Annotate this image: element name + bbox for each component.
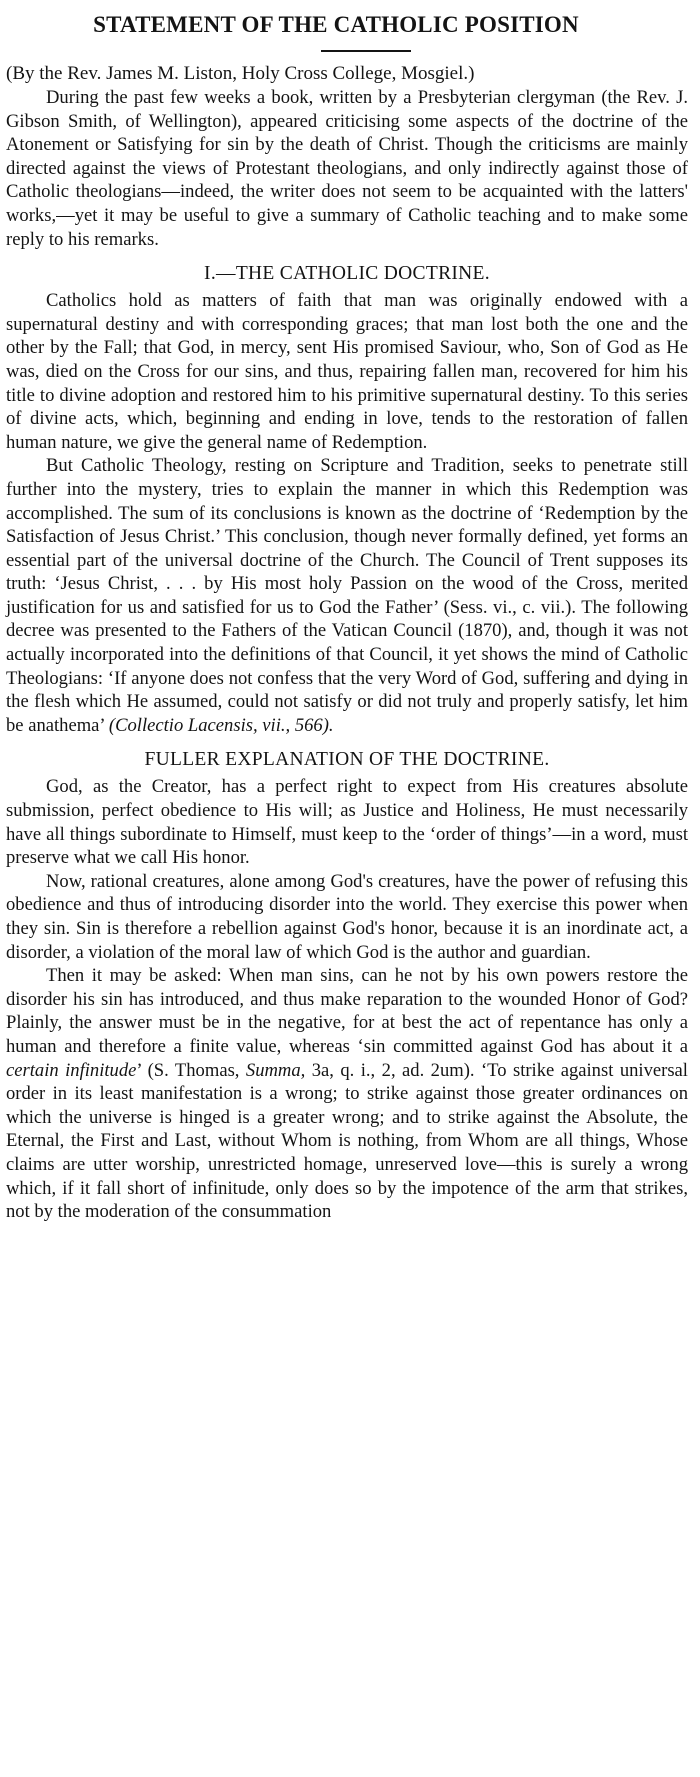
doctrine-paragraph-2-text: But Catholic Theology, resting on Scripture and Tradition, seeks to penetrate still further into the mystery, tries to explain the manner in which this Redemption was accomplished. The sum of its conclusions is known as the doctrine of ‘Redemption by the Satisfaction of Jesus Christ.’ This conclusion, though never formally defined, yet forms an essential part of the universal doctrine of the Church. The Council of Trent supposes its truth: ‘Jesus Christ, . . . by His most holy Passion on the wood of the Cross, merited justification for us and satisfied for us to God the Father’ (Sess. vi., c. vii.). The following decree was presented to the Fathers of the Vatican Council (1870), and, though it was not actually incorporated into the definitions of that Council, it yet shows the mind of Catholic Theologians: ‘If anyone does not confess that the very Word of God, suffering and dying in the flesh which He assumed, could not satisfy or did not truly and properly satisfy, let him be anathema’ — [6, 455, 688, 736]
section-heading-catholic-doctrine: I.—THE CATHOLIC DOCTRINE. — [204, 263, 490, 285]
section-heading-fuller-explanation: FULLER EXPLANATION OF THE DOCTRINE. — [144, 749, 550, 771]
title-rule — [321, 50, 411, 52]
collectio-citation: (Collectio Lacensis, vii., 566). — [108, 714, 334, 736]
intro-paragraph: During the past few weeks a book, written by a Presbyterian clergyman (the Rev. J. Gibson Smith, of Wellington), appeared criticising some aspects of the doctrine of the Atonement or Satisfying for sin by the death of Christ. Though the criticisms are mainly directed against the views of Protestant theologians, and only indirectly against those of Catholic theologians—indeed, the writer does not seem to be acquainted with the latters' works,—yet it may be useful to give a summary of Catholic teaching and to make some reply to his remarks. — [6, 87, 688, 250]
article-body — [6, 62, 688, 1224]
certain-infinitude-phrase: certain infinitude — [6, 1059, 137, 1081]
explanation-paragraph-2: Now, rational creatures, alone among God's creatures, have the power of refusing this obedience and thus of introducing disorder into the world. They exercise this power when they sin. Sin is therefore a rebellion against God's honor, because it is an inordinate act, a disorder, a violation of the moral law of which God is the author and guardian. — [6, 870, 688, 963]
doctrine-paragraph-2 — [6, 454, 688, 737]
doctrine-paragraph-1: Catholics hold as matters of faith that man was originally endowed with a supernatural destiny and with corresponding graces; that man lost both the one and the other by the Fall; that God, in mercy, sent His promised Saviour, who, Son of God as He was, died on the Cross for our sins, and thus, repairing fallen man, recovered for him his title to divine adoption and restored him to his primitive supernatural destiny. To this series of divine acts, which, beginning and ending in love, tends to the restoration of fallen human nature, we give the general name of Redemption. — [6, 290, 688, 453]
explanation-paragraph-3 — [6, 964, 688, 1224]
explanation-paragraph-3-part-c: 3a, q. i., 2, ad. 2um). ‘To strike against universal order in its least manifestation is a wrong; to strike against those greater ordinances on which the universe is hinged is a greater wrong; and to strike against the Absolute, the Eternal, the First and Last, without Whom is nothing, from Whom are all things, Whose claims are utter worship, unrestricted homage, unreserved love—this is surely a wrong which, if it fall short of infinitude, only does so by the impotence of the arm that strikes, not by the moderation of the consummation — [6, 1059, 688, 1223]
explanation-paragraph-1: God, as the Creator, has a perfect right to expect from His creatures absolute submission, perfect obedience to His will; as Justice and Holiness, He must necessarily have all things subordinate to Himself, must keep to the ‘order of things’—in a word, must preserve what we call His honor. — [6, 776, 688, 869]
explanation-paragraph-3-part-b: ’ (S. Thomas, — [136, 1059, 240, 1081]
article-byline: (By the Rev. James M. Liston, Holy Cross College, Mosgiel.) — [6, 63, 475, 84]
summa-reference: Summa, — [245, 1059, 306, 1081]
explanation-paragraph-3-part-a: Then it may be asked: When man sins, can he not by his own powers restore the disorder his sin has introduced, and thus make reparation to the wounded Honor of God? Plainly, the answer must be in the negative, for at best the act of repentance has only a human and therefore a finite value, whereas ‘sin committed against God has about it a — [6, 965, 688, 1057]
article-title: STATEMENT OF THE CATHOLIC POSITION — [93, 12, 579, 37]
